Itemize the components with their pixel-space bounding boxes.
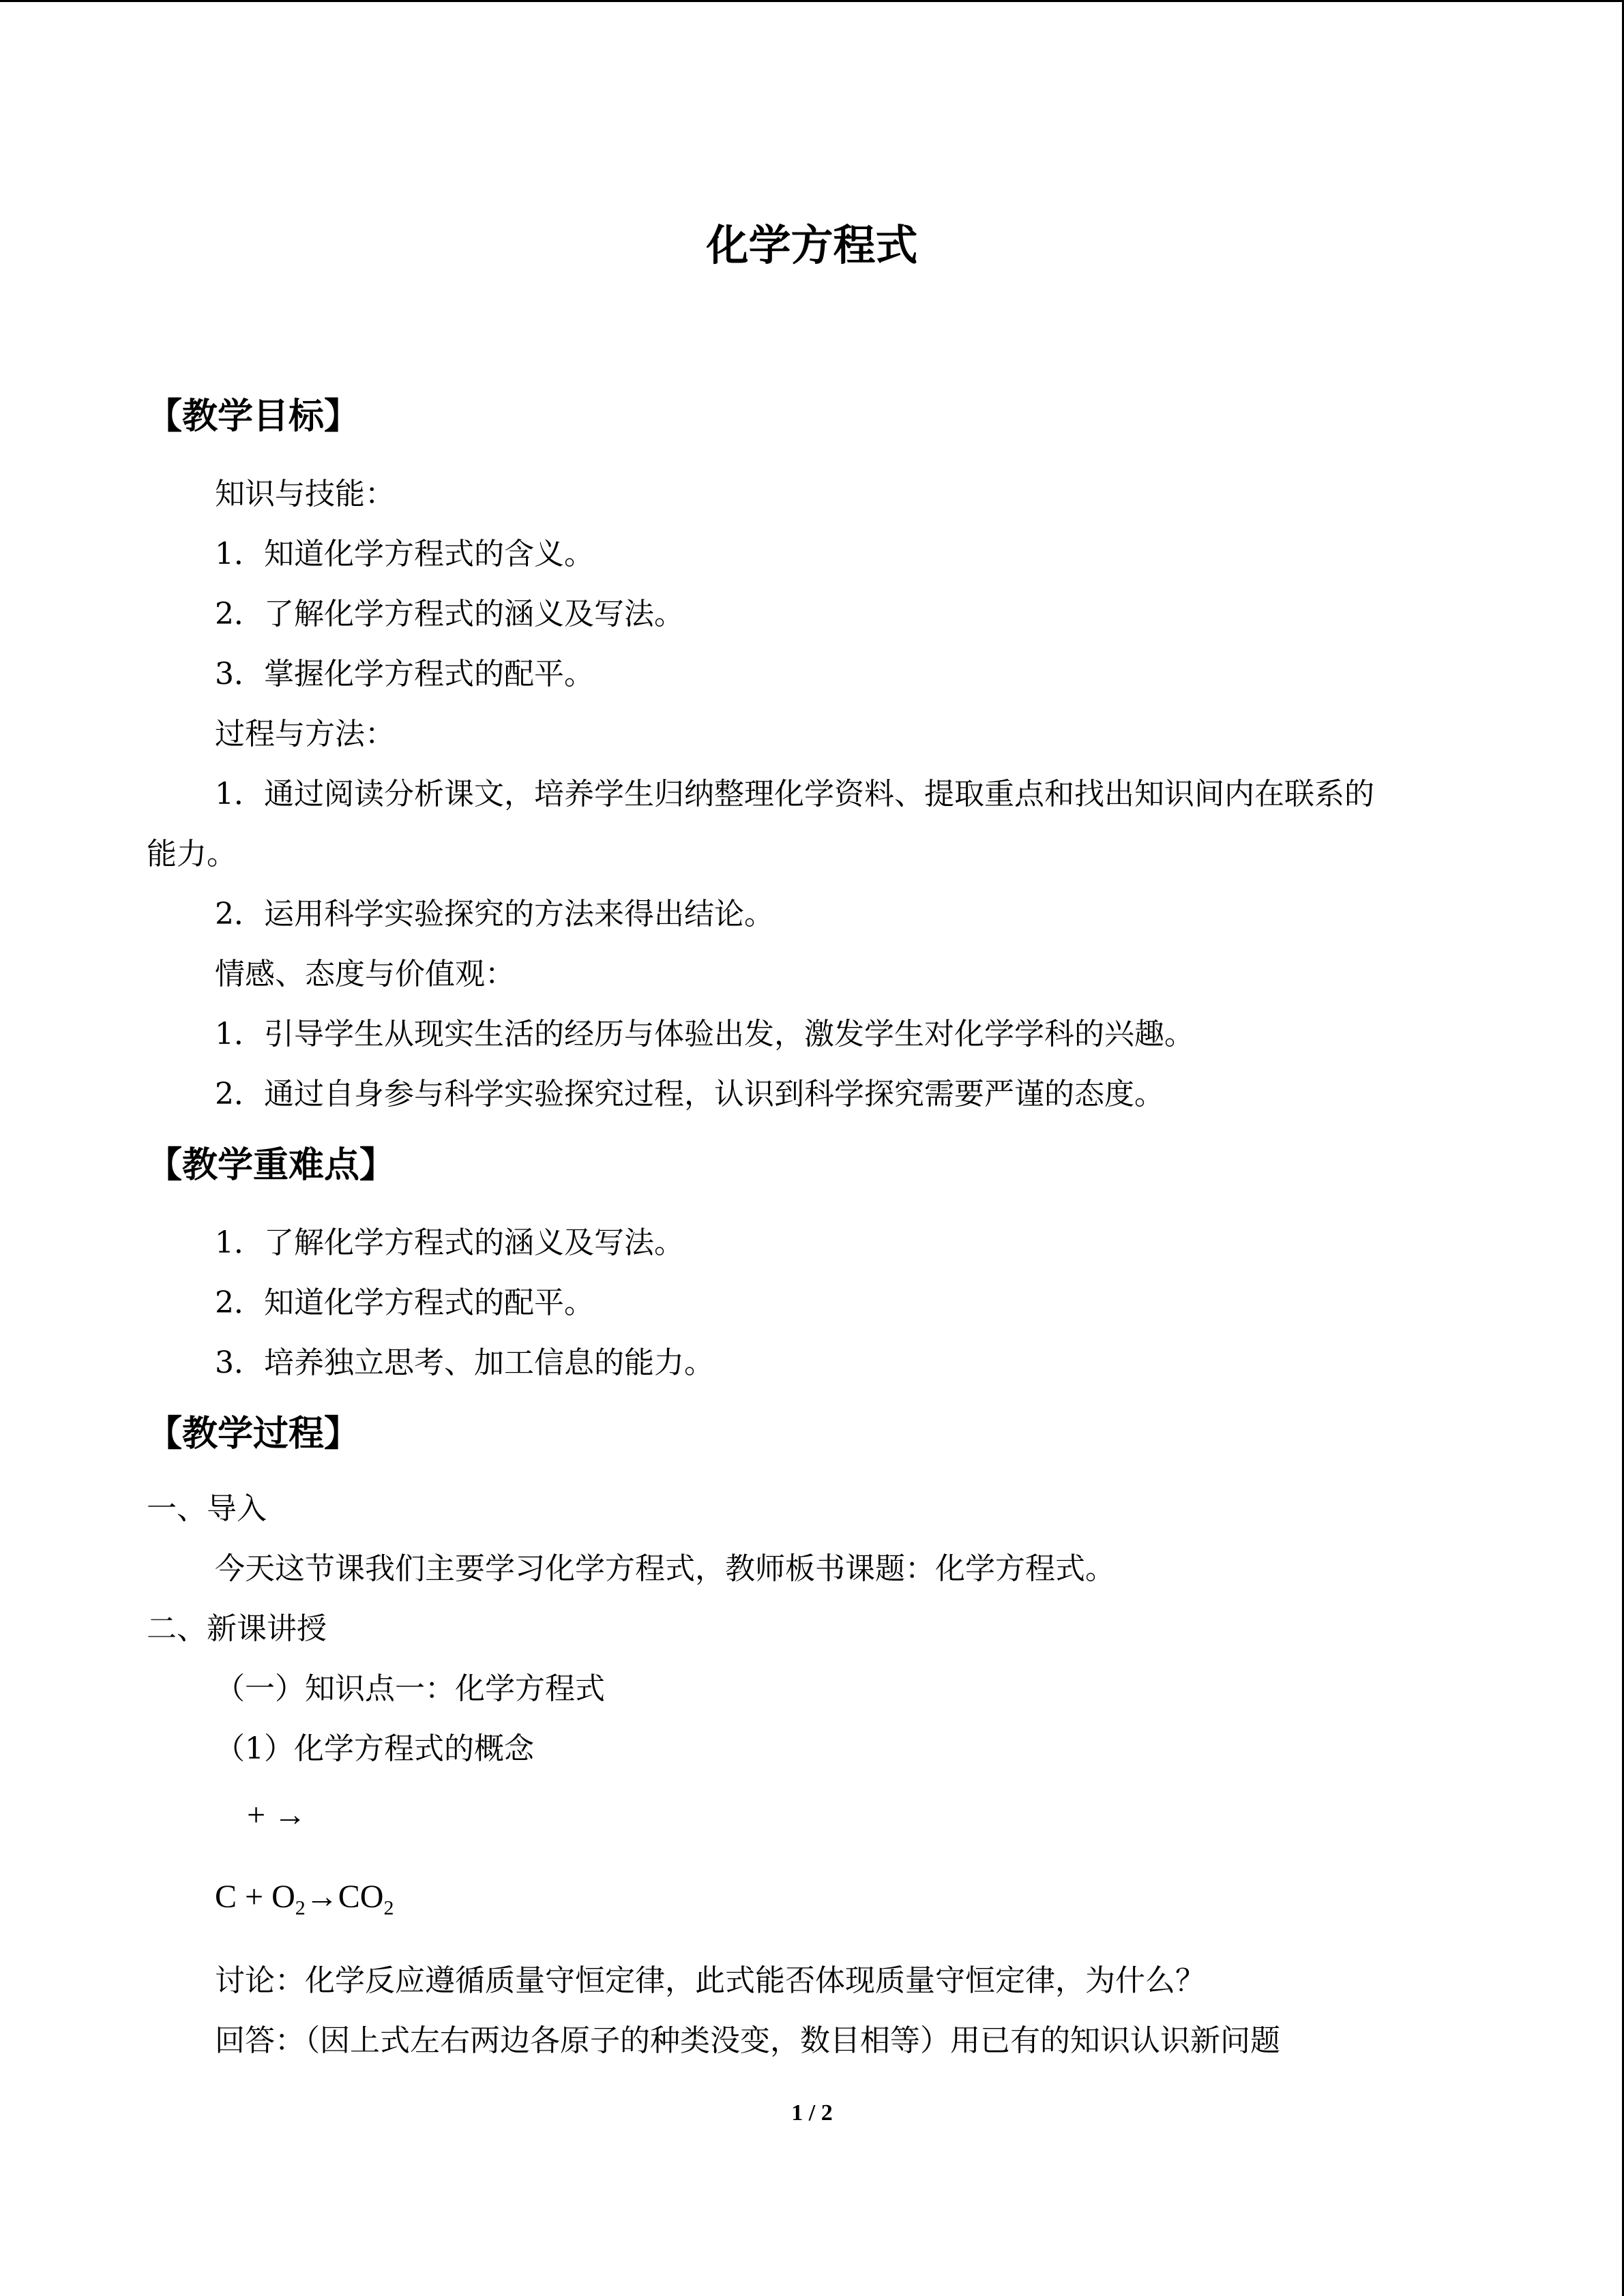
part-1-text: 今天这节课我们主要学习化学方程式，教师板书课题：化学方程式。 — [215, 1551, 1115, 1586]
equation-reactant-2: O — [271, 1879, 295, 1915]
equation-product-subscript: 2 — [383, 1896, 394, 1920]
process-item-1-line-1: 1．通过阅读分析课文，培养学生归纳整理化学资料、提取重点和找出知识间内在联系的 — [215, 777, 1374, 811]
answer-text: 回答：（因上式左右两边各原子的种类没变，数目相等）用已有的知识认识新问题 — [215, 2023, 1280, 2058]
equation-reactant-1: C — [215, 1879, 237, 1915]
attitude-label: 情感、态度与价值观： — [215, 957, 515, 992]
chemical-equation — [215, 1877, 394, 1929]
heading-objectives: 【教学目标】 — [147, 396, 360, 437]
knowledge-label: 知识与技能： — [215, 477, 395, 511]
part-1-title: 一、导入 — [147, 1491, 267, 1526]
sub-point-title: （1）化学方程式的概念 — [215, 1731, 534, 1766]
equation-product: CO — [338, 1879, 384, 1915]
page-top-border — [0, 0, 1624, 2]
equation-arrow: → — [305, 1879, 338, 1915]
heading-key-points: 【教学重难点】 — [147, 1145, 396, 1186]
knowledge-item-3: 3．掌握化学方程式的配平。 — [215, 657, 594, 691]
word-equation: + → — [247, 1797, 307, 1833]
key-point-1: 1．了解化学方程式的涵义及写法。 — [215, 1225, 684, 1260]
part-2-title: 二、新课讲授 — [147, 1611, 327, 1646]
equation-plus: + — [245, 1879, 264, 1915]
key-point-2: 2．知道化学方程式的配平。 — [215, 1285, 594, 1320]
process-item-2: 2．运用科学实验探究的方法来得出结论。 — [215, 897, 774, 931]
attitude-item-1: 1．引导学生从现实生活的经历与体验出发，激发学生对化学学科的兴趣。 — [215, 1017, 1194, 1052]
equation-reactant-2-subscript: 2 — [295, 1896, 306, 1920]
document-title: 化学方程式 — [706, 220, 918, 270]
attitude-item-2: 2．通过自身参与科学实验探究过程，认识到科学探究需要严谨的态度。 — [215, 1077, 1164, 1112]
discussion-text: 讨论：化学反应遵循质量守恒定律，此式能否体现质量守恒定律，为什么？ — [215, 1963, 1205, 1998]
heading-process: 【教学过程】 — [147, 1414, 360, 1455]
key-point-3: 3．培养独立思考、加工信息的能力。 — [215, 1345, 714, 1380]
process-label: 过程与方法： — [215, 717, 395, 751]
knowledge-point-title: （一）知识点一：化学方程式 — [215, 1671, 605, 1706]
process-item-1-line-2: 能力。 — [147, 837, 237, 871]
knowledge-item-1: 1．知道化学方程式的含义。 — [215, 537, 594, 571]
page-number: 1 / 2 — [791, 2100, 833, 2126]
knowledge-item-2: 2．了解化学方程式的涵义及写法。 — [215, 597, 684, 631]
